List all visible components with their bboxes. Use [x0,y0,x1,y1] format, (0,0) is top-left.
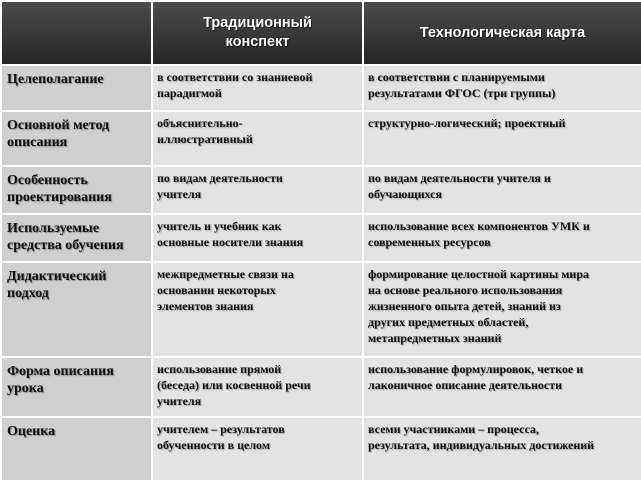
cell-traditional: учитель и учебник как основные носители знания [153,215,362,261]
table-row [2,112,641,164]
table-row [2,418,641,480]
cell-tech-card: формирование целостной картины мира на основе реального использования жизненного опыта детей, знаний из других предметных областей, метапредметных знаний [364,263,641,356]
header-tech-card: Технологическая карта [364,2,641,64]
header-corner-cell [2,2,151,64]
cell-tech-card: использование формулировок, четкое и лаконичное описание деятельности [364,358,641,415]
table-row [2,358,641,415]
row-label-tools: Используемые средства обучения [2,215,151,261]
cell-tech-card: использование всех компонентов УМК и современных ресурсов [364,215,641,261]
cell-traditional: по видам деятельности учителя [153,167,362,213]
cell-tech-card: по видам деятельности учителя и обучающихся [364,167,641,213]
cell-traditional: межпредметные связи на основании некоторых элементов знания [153,263,362,356]
row-label-assessment: Оценка [2,418,151,480]
row-label-design: Особенность проектирования [2,167,151,213]
cell-traditional: в соответствии со знаниевой парадигмой [153,66,362,110]
table-row [2,66,641,110]
table-row [2,167,641,213]
header-traditional: Традиционный конспект [153,2,362,64]
table-header-row [2,2,641,64]
cell-tech-card: в соответствии с планируемыми результатами ФГОС (три группы) [364,66,641,110]
table-row [2,263,641,356]
table-row [2,215,641,261]
cell-traditional: объяснительно- иллюстративный [153,112,362,164]
row-label-method: Основной метод описания [2,112,151,164]
row-label-form: Форма описания урока [2,358,151,415]
cell-traditional: использование прямой (беседа) или косвенной речи учителя [153,358,362,415]
cell-traditional: учителем – результатов обученности в целом [153,418,362,480]
row-label-goal: Целеполагание [2,66,151,110]
cell-tech-card: всеми участниками – процесса, результата, индивидуальных достижений [364,418,641,480]
cell-tech-card: структурно-логический; проектный [364,112,641,164]
row-label-approach: Дидактический подход [2,263,151,356]
